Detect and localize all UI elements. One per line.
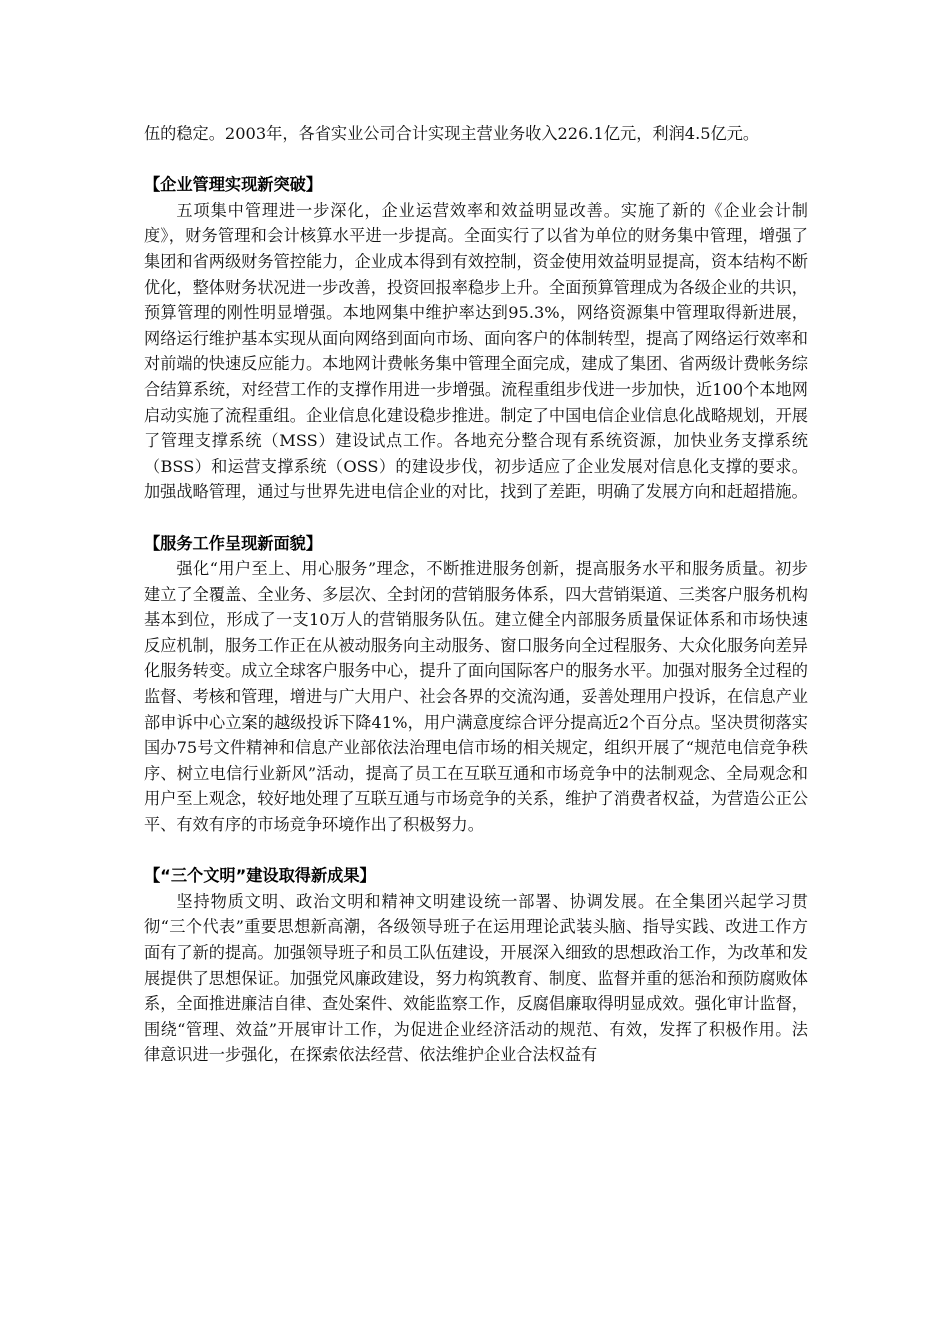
section-heading: 【“三个文明”建设取得新成果】 <box>144 866 376 886</box>
intro-paragraph: 伍的稳定。2003年，各省实业公司合计实现主营业务收入226.1亿元，利润4.5亿元。 <box>144 124 760 143</box>
section-service-work <box>144 531 808 838</box>
section-three-civilizations <box>144 863 808 1068</box>
section-body: 五项集中管理进一步深化，企业运营效率和效益明显改善。实施了新的《企业会计制度》，财务管理和会计核算水平进一步提高。全面实行了以省为单位的财务集中管理，增强了集团和省两级财务管控能力，企业成本得到有效控制，资金使用效益明显提高，资本结构不断优化，整体财务状况进一步改善，投资回报率稳步上升。全面预算管理成为各级企业的共识，预算管理的刚性明显增强。本地网集中维护率达到95.3%，网络资源集中管理取得新进展，网络运行维护基本实现从面向网络到面向市场、面向客户的体制转型，提高了网络运行效率和对前端的快速反应能力。本地网计费帐务集中管理全面完成，建成了集团、省两级计费帐务综合结算系统，对经营工作的支撑作用进一步增强。流程重组步伐进一步加快，近100个本地网启动实施了流程重组。企业信息化建设稳步推进。制定了中国电信企业信息化战略规划，开展了管理支撑系统（MSS）建设试点工作。各地充分整合现有系统资源，加快业务支撑系统（BSS）和运营支撑系统（OSS）的建设步伐，初步适应了企业发展对信息化支撑的要求。加强战略管理，通过与世界先进电信企业的对比，找到了差距，明确了发展方向和赶超措施。 <box>144 200 808 502</box>
document-page <box>144 121 808 1068</box>
section-enterprise-management <box>144 172 808 505</box>
section-heading: 【服务工作呈现新面貌】 <box>144 533 323 553</box>
section-body: 强化“用户至上、用心服务”理念，不断推进服务创新，提高服务水平和服务质量。初步建立了全覆盖、全业务、多层次、全封闭的营销服务体系，四大营销渠道、三类客户服务机构基本到位，形成了一支10万人的营销服务队伍。建立健全内部服务质量保证体系和市场快速反应机制，服务工作正在从被动服务向主动服务、窗口服务向全过程服务、大众化服务向差异化服务转变。成立全球客户服务中心，提升了面向国际客户的服务水平。加强对服务全过程的监督、考核和管理，增进与广大用户、社会各界的交流沟通，妥善处理用户投诉，在信息产业部申诉中心立案的越级投诉下降41%，用户满意度综合评分提高近2个百分点。坚决贯彻落实国办75号文件精神和信息产业部依法治理电信市场的相关规定，组织开展了“规范电信竞争秩序、树立电信行业新风”活动，提高了员工在互联互通和市场竞争中的法制观念、全局观念和用户至上观念，较好地处理了互联互通与市场竞争的关系，维护了消费者权益，为营造公正公平、有效有序的市场竞争环境作出了积极努力。 <box>144 559 808 835</box>
section-body: 坚持物质文明、政治文明和精神文明建设统一部署、协调发展。在全集团兴起学习贯彻“三个代表”重要思想新高潮，各级领导班子在运用理论武装头脑、指导实践、改进工作方面有了新的提高。加强领导班子和员工队伍建设，开展深入细致的思想政治工作，为改革和发展提供了思想保证。加强党风廉政建设，努力构筑教育、制度、监督并重的惩治和预防腐败体系，全面推进廉洁自律、查处案件、效能监察工作，反腐倡廉取得明显成效。强化审计监督，围绕“管理、效益”开展审计工作，为促进企业经济活动的规范、有效，发挥了积极作用。法律意识进一步强化，在探索依法经营、依法维护企业合法权益有 <box>144 891 808 1065</box>
section-heading: 【企业管理实现新突破】 <box>144 175 323 195</box>
